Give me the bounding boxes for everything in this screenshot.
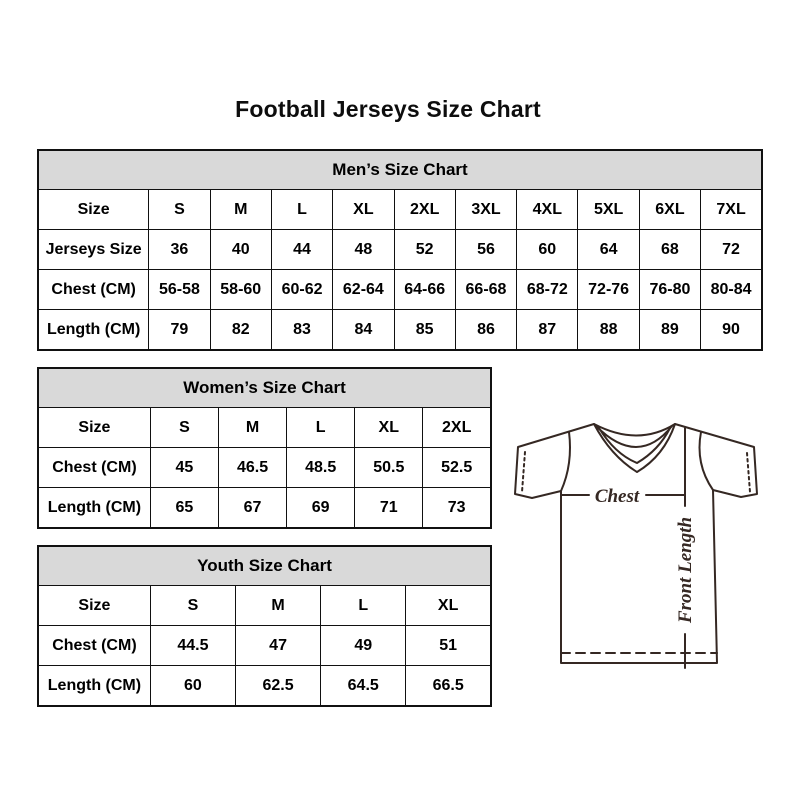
value-cell: 69 bbox=[287, 488, 355, 529]
value-cell: 76-80 bbox=[639, 270, 700, 310]
value-cell: 56-58 bbox=[149, 270, 210, 310]
jersey-outline bbox=[515, 424, 757, 663]
row-label-cell: Length (CM) bbox=[38, 488, 150, 529]
value-cell: 79 bbox=[149, 310, 210, 351]
value-cell: 68 bbox=[639, 230, 700, 270]
value-cell: 72-76 bbox=[578, 270, 639, 310]
value-cell: L bbox=[287, 408, 355, 448]
value-cell: 66-68 bbox=[455, 270, 516, 310]
value-cell: 52 bbox=[394, 230, 455, 270]
womens-table-title: Women’s Size Chart bbox=[38, 368, 491, 408]
row-label-cell: Chest (CM) bbox=[38, 626, 150, 666]
table-row bbox=[38, 190, 762, 230]
value-cell: 71 bbox=[355, 488, 423, 529]
value-cell: 6XL bbox=[639, 190, 700, 230]
value-cell: 44 bbox=[271, 230, 332, 270]
value-cell: 45 bbox=[150, 448, 218, 488]
value-cell: 4XL bbox=[517, 190, 578, 230]
value-cell: 64.5 bbox=[321, 666, 406, 707]
value-cell: 64 bbox=[578, 230, 639, 270]
value-cell: 73 bbox=[423, 488, 491, 529]
value-cell: 50.5 bbox=[355, 448, 423, 488]
table-row bbox=[38, 230, 762, 270]
mens-size-table bbox=[37, 149, 763, 351]
value-cell: XL bbox=[406, 586, 491, 626]
value-cell: 60 bbox=[150, 666, 235, 707]
value-cell: 90 bbox=[701, 310, 762, 351]
value-cell: 44.5 bbox=[150, 626, 235, 666]
table-row bbox=[38, 310, 762, 351]
value-cell: 48.5 bbox=[287, 448, 355, 488]
value-cell: 56 bbox=[455, 230, 516, 270]
value-cell: S bbox=[150, 408, 218, 448]
youth-size-table bbox=[37, 545, 492, 707]
youth-table bbox=[37, 545, 492, 707]
value-cell: 7XL bbox=[701, 190, 762, 230]
value-cell: 58-60 bbox=[210, 270, 271, 310]
value-cell: 5XL bbox=[578, 190, 639, 230]
table-row bbox=[38, 626, 491, 666]
value-cell: 62-64 bbox=[333, 270, 394, 310]
value-cell: 82 bbox=[210, 310, 271, 351]
value-cell: 49 bbox=[321, 626, 406, 666]
womens-table bbox=[37, 367, 492, 529]
value-cell: XL bbox=[333, 190, 394, 230]
value-cell: 83 bbox=[271, 310, 332, 351]
value-cell: 88 bbox=[578, 310, 639, 351]
youth-table-title: Youth Size Chart bbox=[38, 546, 491, 586]
value-cell: 65 bbox=[150, 488, 218, 529]
value-cell: 67 bbox=[218, 488, 286, 529]
chest-label: Chest bbox=[594, 486, 640, 507]
row-label-cell: Chest (CM) bbox=[38, 270, 149, 310]
value-cell: M bbox=[218, 408, 286, 448]
row-label-cell: Chest (CM) bbox=[38, 448, 150, 488]
value-cell: 89 bbox=[639, 310, 700, 351]
value-cell: 3XL bbox=[455, 190, 516, 230]
value-cell: 87 bbox=[517, 310, 578, 351]
value-cell: 52.5 bbox=[423, 448, 491, 488]
value-cell: 85 bbox=[394, 310, 455, 351]
value-cell: 68-72 bbox=[517, 270, 578, 310]
value-cell: 60 bbox=[517, 230, 578, 270]
value-cell: 66.5 bbox=[406, 666, 491, 707]
value-cell: L bbox=[271, 190, 332, 230]
value-cell: 2XL bbox=[423, 408, 491, 448]
value-cell: 2XL bbox=[394, 190, 455, 230]
value-cell: 60-62 bbox=[271, 270, 332, 310]
value-cell: S bbox=[150, 586, 235, 626]
value-cell: 36 bbox=[149, 230, 210, 270]
value-cell: 80-84 bbox=[701, 270, 762, 310]
value-cell: 62.5 bbox=[236, 666, 321, 707]
front-length-label: Front Length bbox=[675, 516, 696, 624]
value-cell: XL bbox=[355, 408, 423, 448]
value-cell: 48 bbox=[333, 230, 394, 270]
jersey-icon bbox=[495, 400, 775, 690]
value-cell: M bbox=[236, 586, 321, 626]
value-cell: 47 bbox=[236, 626, 321, 666]
value-cell: L bbox=[321, 586, 406, 626]
row-label-cell: Length (CM) bbox=[38, 310, 149, 351]
mens-table-title: Men’s Size Chart bbox=[38, 150, 762, 190]
row-label-cell: Length (CM) bbox=[38, 666, 150, 707]
value-cell: 51 bbox=[406, 626, 491, 666]
table-row bbox=[38, 270, 762, 310]
value-cell: 86 bbox=[455, 310, 516, 351]
value-cell: 72 bbox=[701, 230, 762, 270]
table-row bbox=[38, 488, 491, 529]
row-label-cell: Size bbox=[38, 190, 149, 230]
table-row bbox=[38, 448, 491, 488]
value-cell: 84 bbox=[333, 310, 394, 351]
value-cell: S bbox=[149, 190, 210, 230]
row-label-cell: Size bbox=[38, 408, 150, 448]
value-cell: 46.5 bbox=[218, 448, 286, 488]
womens-size-table bbox=[37, 367, 492, 529]
value-cell: M bbox=[210, 190, 271, 230]
table-row bbox=[38, 408, 491, 448]
table-row bbox=[38, 666, 491, 707]
row-label-cell: Size bbox=[38, 586, 150, 626]
page-title: Football Jerseys Size Chart bbox=[235, 96, 541, 122]
row-label-cell: Jerseys Size bbox=[38, 230, 149, 270]
value-cell: 40 bbox=[210, 230, 271, 270]
value-cell: 64-66 bbox=[394, 270, 455, 310]
mens-table bbox=[37, 149, 763, 351]
jersey-measurement-diagram bbox=[495, 400, 775, 690]
table-row bbox=[38, 586, 491, 626]
